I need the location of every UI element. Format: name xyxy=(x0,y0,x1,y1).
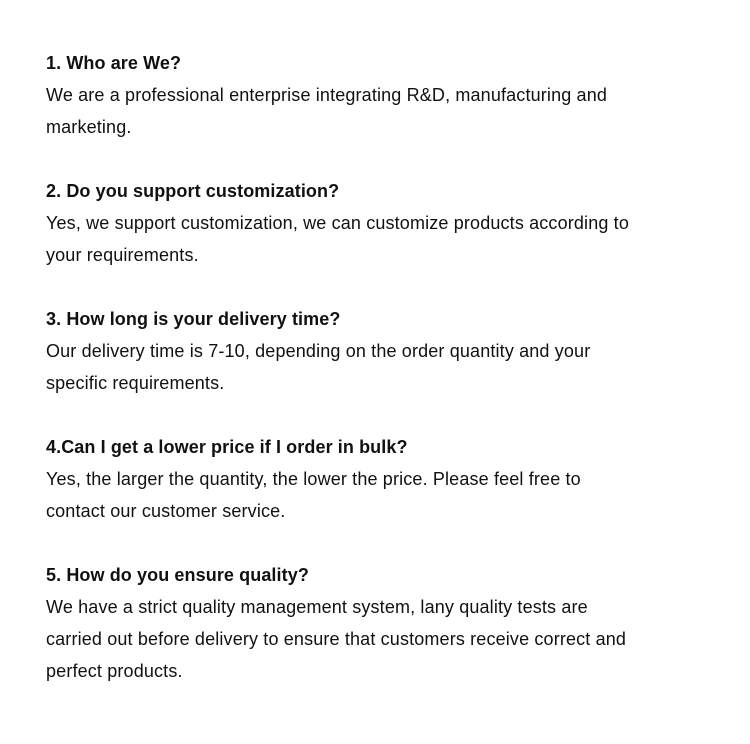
faq-answer-line: Yes, the larger the quantity, the lower the price. Please feel free to xyxy=(46,469,581,489)
faq-question: 5. How do you ensure quality? xyxy=(46,565,309,585)
faq-question: 4.Can I get a lower price if I order in bulk? xyxy=(46,437,408,457)
faq-item-quality xyxy=(46,559,706,687)
faq-answer-line: We are a professional enterprise integrating R&D, manufacturing and xyxy=(46,85,608,105)
faq-list xyxy=(46,47,706,719)
faq-answer-line: contact our customer service. xyxy=(46,501,286,521)
faq-answer-line: Our delivery time is 7-10, depending on the order quantity and your xyxy=(46,341,591,361)
faq-question: 2. Do you support customization? xyxy=(46,181,340,201)
faq-item-who-are-we xyxy=(46,47,706,143)
faq-item-bulk-price xyxy=(46,431,706,527)
faq-question: 1. Who are We? xyxy=(46,53,182,73)
faq-answer-line: specific requirements. xyxy=(46,373,225,393)
faq-answer-line: Yes, we support customization, we can customize products according to xyxy=(46,213,629,233)
faq-answer-line: your requirements. xyxy=(46,245,199,265)
faq-item-customization xyxy=(46,175,706,271)
faq-answer-line: carried out before delivery to ensure that customers receive correct and xyxy=(46,629,627,649)
faq-answer-line: perfect products. xyxy=(46,661,183,681)
faq-answer-line: We have a strict quality management system, lany quality tests are xyxy=(46,597,588,617)
faq-item-delivery-time xyxy=(46,303,706,399)
faq-answer-line: marketing. xyxy=(46,117,132,137)
faq-question: 3. How long is your delivery time? xyxy=(46,309,341,329)
